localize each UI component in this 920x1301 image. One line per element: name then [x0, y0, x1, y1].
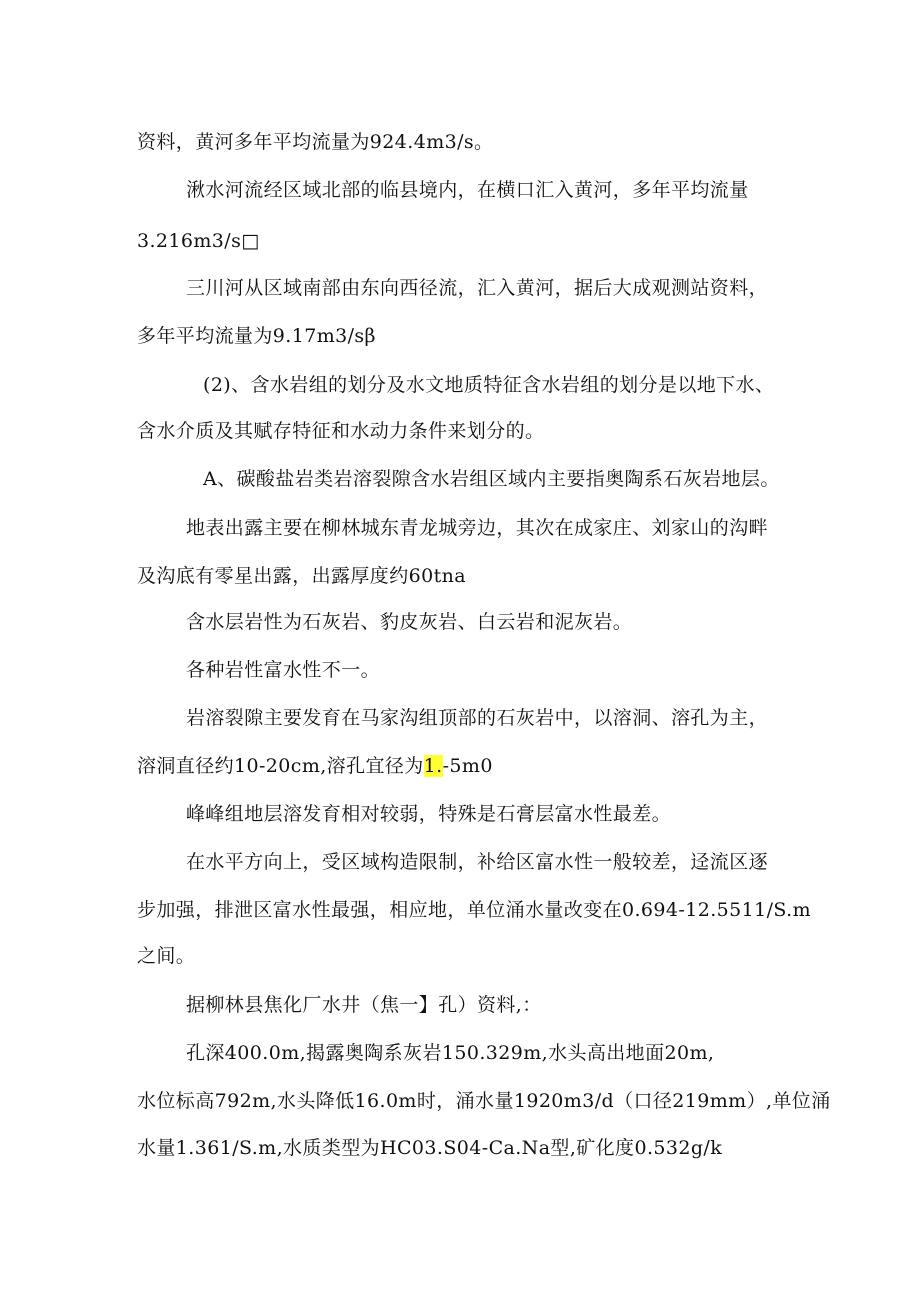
text-line: 含水层岩性为石灰岩、豹皮灰岩、白云岩和泥灰岩。 [186, 611, 633, 633]
text-line: 在水平方向上，受区域构造限制，补给区富水性一般较差，迳流区逐 [186, 851, 769, 873]
text-line: 含水介质及其赋存特征和水动力条件来划分的。 [137, 420, 545, 442]
text-line: 步加强，排泄区富水性最强，相应地，单位涌水量改变在0.694-12.5511/S.m [137, 899, 811, 921]
text-line: 资料，黄河多年平均流量为924.4m3∕s。 [137, 131, 494, 153]
text-line: 地表出露主要在柳林城东青龙城旁边，其次在成家庄、刘家山的沟畔 [186, 517, 769, 539]
text-segment: -5m0 [442, 755, 493, 777]
text-line: 水量1.361/S.m,水质类型为HC03.S04-Ca.Na型,矿化度0.532g∕k [137, 1137, 723, 1159]
text-line: 各种岩性富水性不一。 [186, 659, 381, 681]
text-line: 峰峰组地层溶发育相对较弱，特殊是石膏层富水性最差。 [186, 803, 672, 825]
text-line: 3.216m3∕s□ [137, 230, 260, 252]
highlighted-text: 1. [423, 755, 443, 777]
text-line: 之间。 [137, 945, 196, 967]
text-line: 水位标高792m,水头降低16.0m时，涌水量1920m3∕d（口径219mm）,单位涌 [137, 1090, 831, 1112]
text-segment: 溶洞直径约10-20cm,溶孔宜径为 [137, 755, 424, 777]
text-line: 孔深400.0m,揭露奥陶系灰岩150.329m,水头高出地面20m, [186, 1042, 715, 1064]
text-line: 湫水河流经区域北部的临县境内，在横口汇入黄河，多年平均流量 [186, 179, 749, 201]
text-line: A、碳酸盐岩类岩溶裂隙含水岩组区域内主要指奥陶系石灰岩地层。 [203, 468, 780, 490]
text-line: (2)、含水岩组的划分及水文地质特征含水岩组的划分是以地下水、 [203, 374, 775, 396]
text-line [137, 754, 493, 778]
text-line: 多年平均流量为9.17m3∕sβ [137, 325, 376, 347]
text-line: 及沟底有零星出露，出露厚度约60tna [137, 565, 466, 587]
text-line: 据柳林县焦化厂水井（焦一】孔）资料,： [186, 994, 542, 1016]
text-line: 岩溶裂隙主要发育在马家沟组顶部的石灰岩中，以溶洞、溶孔为主， [186, 707, 769, 729]
text-line: 三川河从区域南部由东向西径流，汇入黄河，据后大成观测站资料， [186, 277, 769, 299]
